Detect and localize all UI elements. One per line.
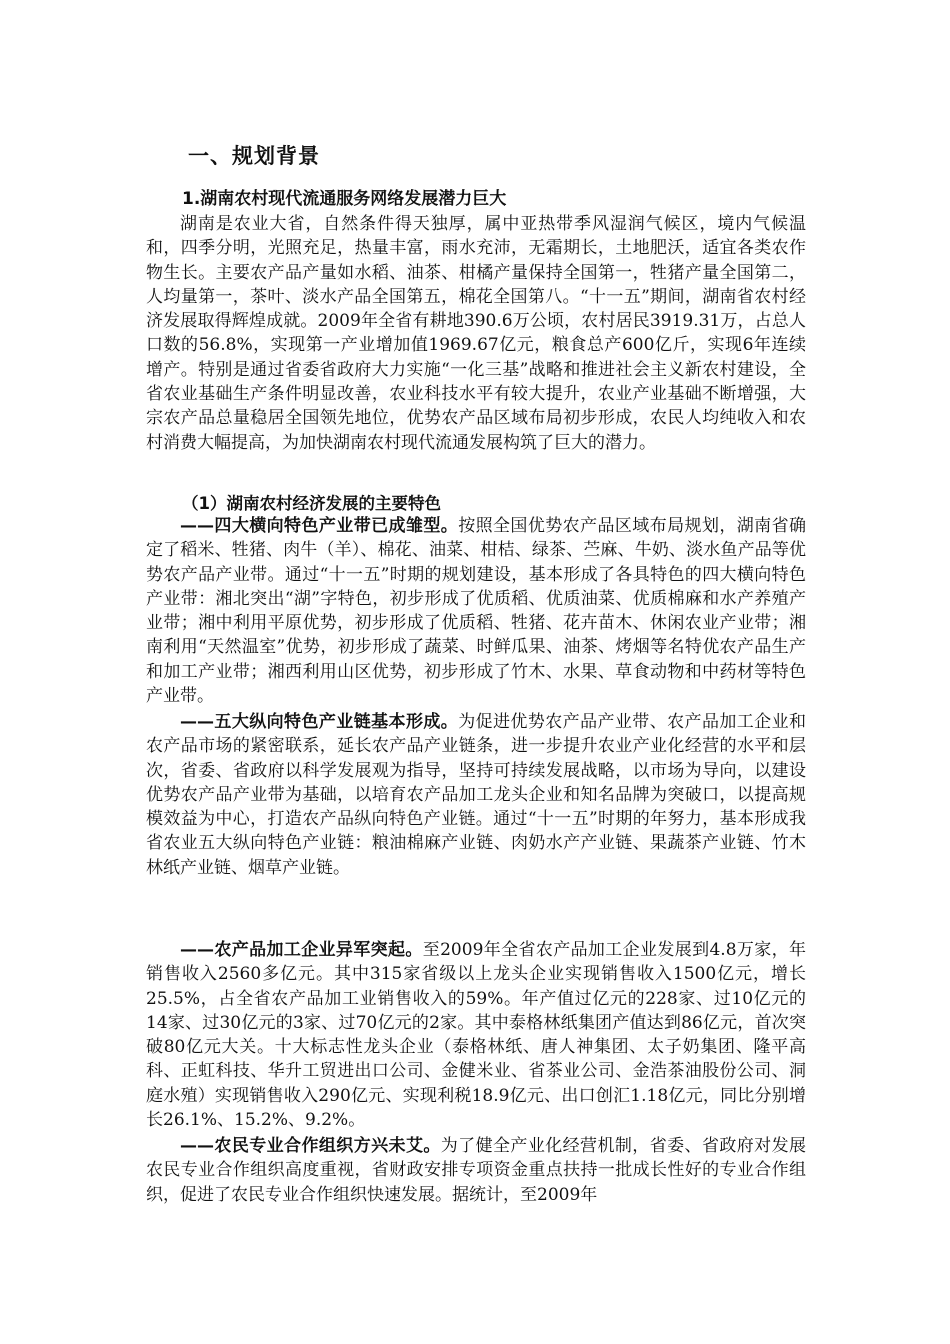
feature-paragraph-2 <box>146 710 806 880</box>
feature-paragraph-4 <box>146 1134 806 1207</box>
subsection-heading: （1）湖南农村经济发展的主要特色 <box>182 494 441 513</box>
paragraph-text: 为了健全产业化经营机制，省委、省政府对发展农民专业合作组织高度重视，省财政安排专项资金重点扶持一批成长性好的专业合作组织，促进了农民专业合作组织快速发展。据统计，至2009年 <box>146 1136 807 1205</box>
section-heading: 一、规划背景 <box>188 144 320 168</box>
paragraph-text: 为促进优势农产品产业带、农产品加工企业和农产品市场的紧密联系，延长农产品产业链条，进一步提升农业产业化经营的水平和层次，省委、省政府以科学发展观为指导，坚持可持续发展战略，以市场为导向，以建设优势农产品产业带为基础，以培育农产品加工龙头企业和知名品牌为突破口，以提高规模效益为中心，打造农产品纵向特色产业链。通过“十一五”时期的年努力，基本形成我省农业五大纵向特色产业链：粮油棉麻产业链、肉奶水产产业链、果蔬茶产业链、竹木林纸产业链、烟草产业链。 <box>146 712 807 878</box>
paragraph-lead: ——五大纵向特色产业链基本形成。 <box>180 712 459 732</box>
subsection-title: 1.湖南农村现代流通服务网络发展潜力巨大 <box>182 189 507 209</box>
feature-paragraph-3 <box>146 938 806 1132</box>
paragraph-lead: ——农民专业合作组织方兴未艾。 <box>180 1136 441 1156</box>
feature-paragraph-1 <box>146 514 806 708</box>
paragraph-text: 按照全国优势农产品区域布局规划，湖南省确定了稻米、牲猪、肉牛（羊）、棉花、油菜、柑桔、绿茶、苎麻、牛奶、淡水鱼产品等优势农产品产业带。通过“十一五”时期的规划建设，基本形成了各具特色的四大横向特色产业带：湘北突出“湖”字特色，初步形成了优质稻、优质油菜、优质棉麻和水产养殖产业带；湘中利用平原优势，初步形成了优质稻、牲猪、花卉苗木、休闲农业产业带；湘南利用“天然温室”优势，初步形成了蔬菜、时鲜瓜果、油茶、烤烟等名特优农产品生产和加工产业带；湘西利用山区优势，初步形成了竹木、水果、草食动物和中药材等特色产业带。 <box>146 516 807 707</box>
paragraph-text: 至2009年全省农产品加工企业发展到4.8万家，年销售收入2560多亿元。其中315家省级以上龙头企业实现销售收入1500亿元，增长25.5%，占全省农产品加工业销售收入的59%。年产值过亿元的228家、过10亿元的14家、过30亿元的3家、过70亿元的2家。其中泰格林纸集团产值达到86亿元，首次突破80亿元大关。十大标志性龙头企业（泰格林纸、唐人神集团、太子奶集团、隆平高科、正虹科技、华升工贸进出口公司、金健米业、省茶业公司、金浩茶油股份公司、洞庭水殖）实现销售收入290亿元、实现利税18.9亿元、出口创汇1.18亿元，同比分别增长26.1%、15.2%、9.2%。 <box>146 940 806 1131</box>
paragraph-lead: ——四大横向特色产业带已成雏型。 <box>180 516 459 536</box>
paragraph-lead: ——农产品加工企业异军突起。 <box>180 940 423 960</box>
intro-paragraph: 湖南是农业大省，自然条件得天独厚，属中亚热带季风湿润气候区，境内气候温和，四季分明，光照充足，热量丰富，雨水充沛，无霜期长，土地肥沃，适宜各类农作物生长。主要农产品产量如水稻、油茶、柑橘产量保持全国第一，牲猪产量全国第二，人均量第一，茶叶、淡水产品全国第五，棉花全国第八。“十一五”期间，湖南省农村经济发展取得辉煌成就。2009年全省有耕地390.6万公顷，农村居民3919.31万，占总人口数的56.8%，实现第一产业增加值1969.67亿元，粮食总产600亿斤，实现6年连续增产。特别是通过省委省政府大力实施“一化三基”战略和推进社会主义新农村建设，全省农业基础生产条件明显改善，农业科技水平有较大提升，农业产业基础不断增强，大宗农产品总量稳居全国领先地位，优势农产品区域布局初步形成，农民人均纯收入和农村消费大幅提高，为加快湖南农村现代流通发展构筑了巨大的潜力。 <box>146 214 806 453</box>
